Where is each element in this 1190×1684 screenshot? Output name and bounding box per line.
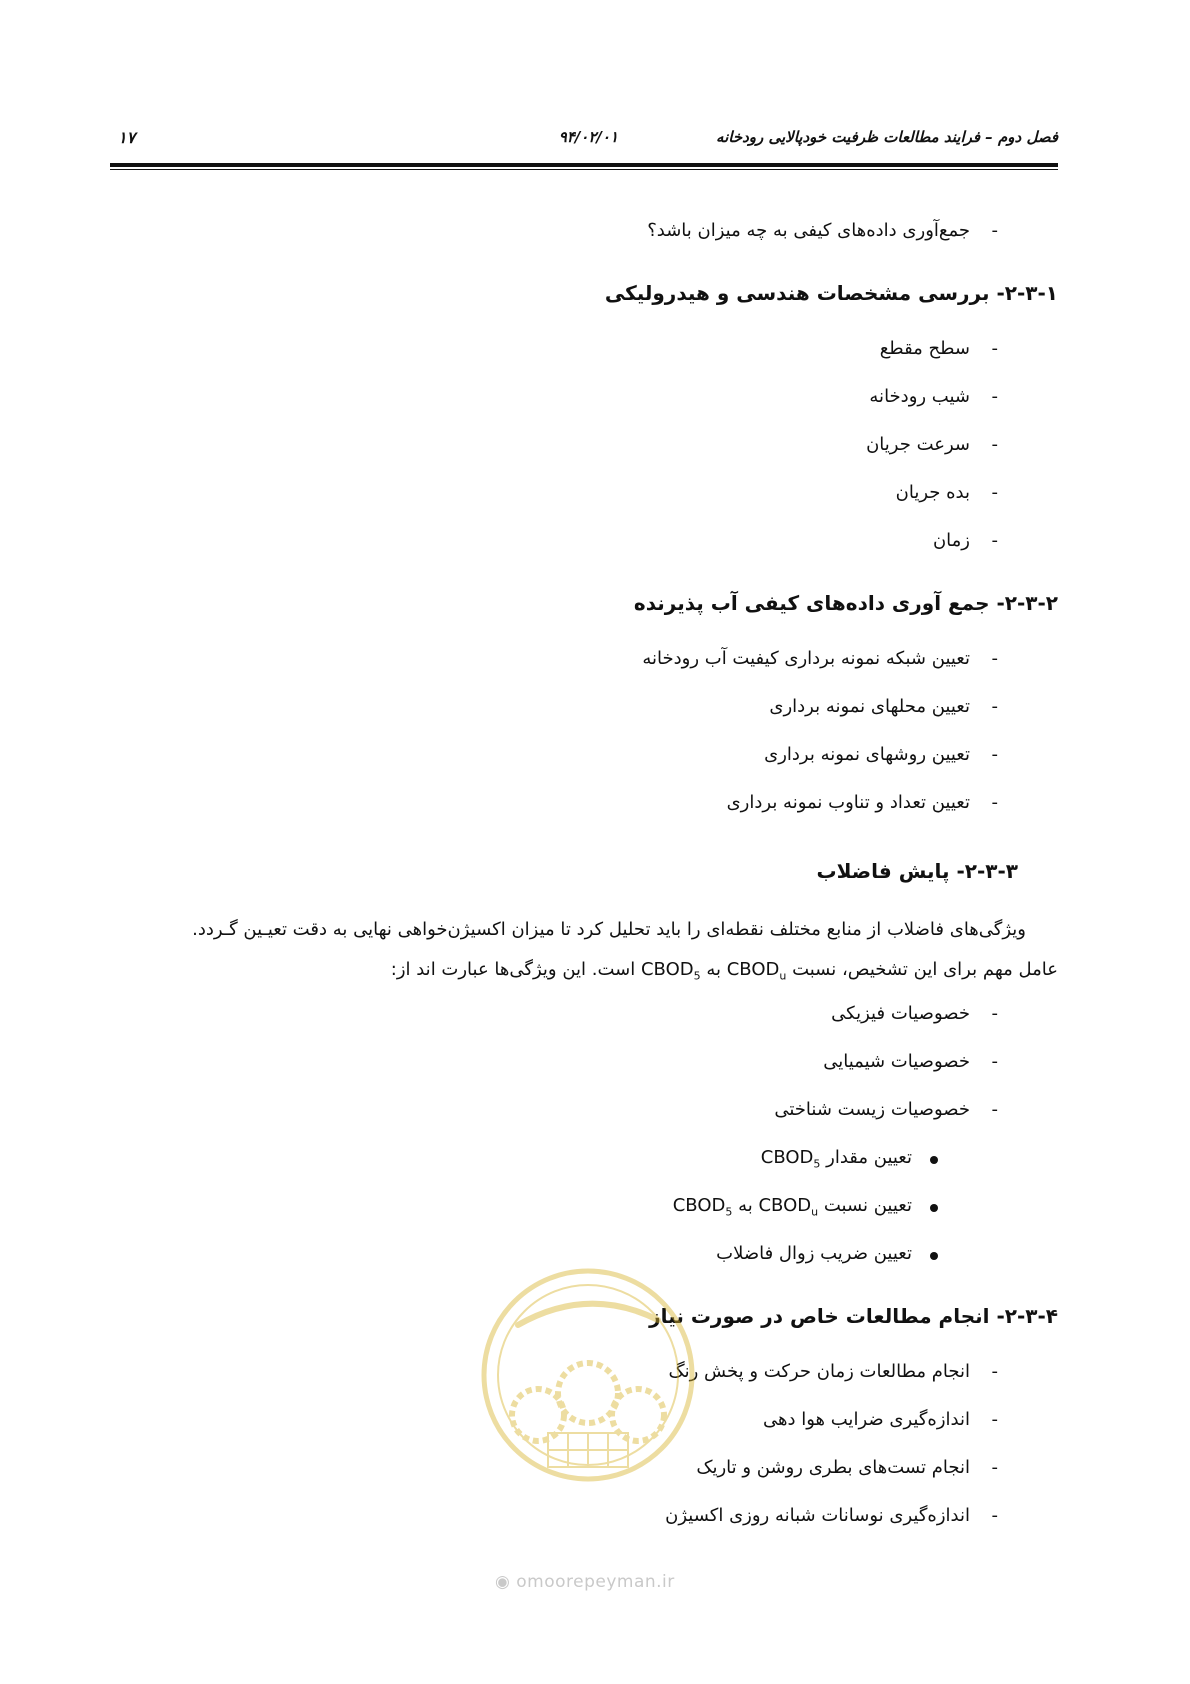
section-heading-1: ۲-۳-۱- بررسی مشخصات هندسی و هیدرولیکی bbox=[604, 281, 1058, 305]
list-item: - خصوصیات فیزیکی bbox=[831, 1002, 998, 1024]
list-item: - بده جریان bbox=[895, 482, 998, 503]
list-item: - انجام مطالعات زمان حرکت و پخش رنگ bbox=[668, 1360, 998, 1382]
stamp-logo-icon bbox=[478, 1265, 698, 1485]
bullet-icon bbox=[930, 1252, 938, 1260]
bullet-item: تعیین ضریب زوال فاضلاب bbox=[110, 1237, 1058, 1285]
list-item: - تعیین تعداد و تناوب نمونه برداری bbox=[726, 792, 998, 813]
section1-list bbox=[110, 332, 1058, 572]
bullet-icon bbox=[930, 1156, 938, 1164]
list-item: - تعیین محلهای نمونه برداری bbox=[769, 696, 998, 717]
page-number: ۱۷ bbox=[118, 128, 136, 147]
list-item: - تعیین روشهای نمونه برداری bbox=[764, 744, 998, 765]
list-item: - شیب رودخانه bbox=[869, 386, 998, 407]
list-item: - سرعت جریان bbox=[866, 434, 998, 455]
section-heading-2: ۲-۳-۲- جمع آوری داده‌های کیفی آب پذیرنده bbox=[633, 591, 1058, 615]
section3-list bbox=[110, 997, 1058, 1285]
section-heading-3: ۲-۳-۳- پایش فاضلاب bbox=[816, 859, 1018, 883]
section2-list bbox=[110, 642, 1058, 834]
list-item: - زمان bbox=[932, 530, 998, 551]
bullet-icon bbox=[930, 1204, 938, 1212]
list-item: - خصوصیات زیست شناختی bbox=[774, 1098, 998, 1120]
chapter-title: فصل دوم – فرایند مطالعات ظرفیت خودپالایی رودخانه bbox=[716, 128, 1058, 146]
header-date: ۹۴/۰۲/۰۱ bbox=[558, 128, 618, 146]
list-item: - انجام تست‌های بطری روشن و تاریک bbox=[696, 1456, 998, 1478]
list-item: - اندازه‌گیری نوسانات شبانه روزی اکسیژن bbox=[665, 1504, 998, 1526]
paragraph-line-1: ویژگی‌های فاضلاب از منابع مختلف نقطه‌ای را باید تحلیل کرد تا میزان اکسیژن‌خواهی نهایی به دقت تعیـین گـردد. bbox=[192, 919, 1026, 940]
section3-paragraph: ویژگی‌های فاضلاب از منابع مختلف نقطه‌ای را باید تحلیل کرد تا میزان اکسیژن‌خواهی نهایی به دقت تعیـین گـردد. عامل مهم برای این تشخیص، نسبت $CBOD_u$ به $CBOD_5$ است. این ویژگی‌ها عبارت اند از: bbox=[192, 919, 1058, 983]
site-watermark: ◉ omoorepeyman.ir bbox=[495, 1572, 675, 1592]
bullet-item: تعیین نسبت $CBOD_u$ به $CBOD_5$ bbox=[110, 1189, 1058, 1237]
list-item: - جمع‌آوری داده‌های کیفی به چه میزان باشد؟ bbox=[110, 214, 1058, 262]
list-item: - تعیین شبکه نمونه برداری کیفیت آب رودخانه bbox=[642, 648, 998, 669]
header-rule-thin bbox=[110, 169, 1058, 170]
section-heading-4: ۲-۳-۴- انجام مطالعات خاص در صورت نیاز bbox=[649, 1303, 1058, 1328]
list-item-text: جمع‌آوری داده‌های کیفی به چه میزان باشد؟ bbox=[647, 220, 970, 241]
list-item: - اندازه‌گیری ضرایب هوا دهی bbox=[763, 1408, 998, 1430]
bullet-item: تعیین مقدار $CBOD_5$ bbox=[110, 1141, 1058, 1189]
list-item: - خصوصیات شیمیایی bbox=[823, 1050, 998, 1072]
list-item: - سطح مقطع bbox=[879, 338, 998, 359]
header-rule-thick bbox=[110, 163, 1058, 167]
page-header bbox=[110, 128, 1058, 158]
